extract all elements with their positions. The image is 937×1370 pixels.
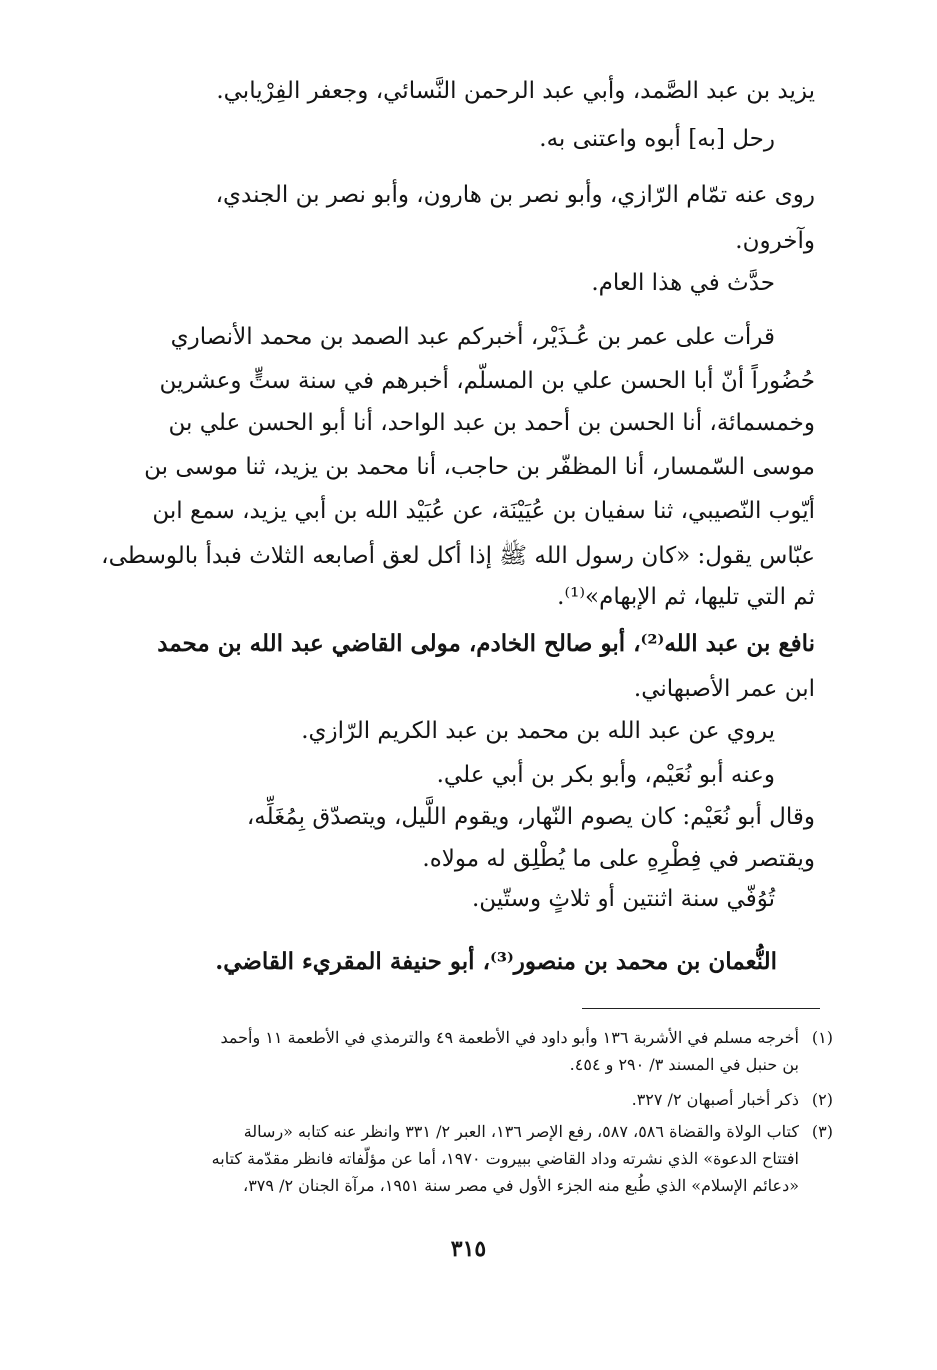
text-line: ويقتصر في فِطْرِهِ على ما يُطْلِق له مولاه. bbox=[422, 846, 815, 872]
text-line: وآخرون. bbox=[735, 228, 815, 254]
text-line: يروي عن عبد الله بن محمد بن عبد الكريم الرّازي. bbox=[301, 718, 775, 744]
footnote-text: أخرجه مسلم في الأشربة ١٣٦ وأبو داود في الأطعمة ٤٩ والترمذي في الأطعمة ١١ وأحمد bbox=[220, 1028, 799, 1047]
entry-heading: نافع بن عبد الله⁽²⁾، أبو صالح الخادم، مولى القاضي عبد الله بن محمد bbox=[157, 630, 815, 657]
text-line: يزيد بن عبد الصَّمد، وأبي عبد الرحمن النَّسائي، وجعفر الفِرْيابي. bbox=[216, 78, 815, 104]
text-line: أيّوب النّصيبي، ثنا سفيان بن عُيَيْنَة، عن عُبَيْد الله بن أبي يزيد، سمع ابن bbox=[152, 498, 815, 524]
text-line: وعنه أبو نُعَيْم، وأبو بكر بن أبي علي. bbox=[436, 762, 775, 788]
text-line: ابن عمر الأصبهاني. bbox=[633, 676, 815, 702]
text-line: ثم التي تليها، ثم الإبهام»⁽¹⁾. bbox=[557, 584, 815, 610]
text-line: وخمسمائة، أنا الحسن بن أحمد بن عبد الواحد، أنا أبو الحسن علي بن bbox=[168, 410, 815, 436]
footnote-separator bbox=[582, 1008, 820, 1009]
footnote-text: ذكر أخبار أصبهان ٢/ ٣٢٧. bbox=[631, 1090, 799, 1109]
footnote-text: كتاب الولاة والقضاة ٥٨٦، ٥٨٧، رفع الإصر ١٣٦، العبر ٢/ ٣٣١ وانظر عنه كتابه «رسالة bbox=[243, 1122, 799, 1141]
text-line: رحل [به] أبوه واعتنى به. bbox=[539, 126, 775, 152]
text-line: حدَّث في هذا العام. bbox=[591, 270, 775, 296]
footnote-line: افتتاح الدعوة» الذي نشرته وداد القاضي ببيروت ١٩٧٠، أما عن مؤلّفاته فانظر مقدّمة كتابه bbox=[211, 1149, 799, 1168]
text-line: عبّاس يقول: «كان رسول الله ﷺ إذا أكل لعق أصابعه الثلاث فبدأ بالوسطى، bbox=[101, 543, 815, 569]
footnote-line bbox=[632, 1090, 833, 1109]
text-line: قرأت على عمر بن عُـذَيْر، أخبركم عبد الصمد بن محمد الأنصاري bbox=[170, 324, 775, 350]
footnote-number: (٢) bbox=[811, 1090, 833, 1109]
footnote-line: «دعائم الإسلام» الذي طُبع منه الجزء الأول في مصر سنة ١٩٥١، مرآة الجنان ٢/ ٣٧٩، bbox=[243, 1176, 799, 1195]
text-line: وقال أبو نُعَيْم: كان يصوم النّهار، ويقوم اللَّيل، ويتصدّق بِمُغَلِّه، bbox=[246, 804, 815, 830]
footnote-line bbox=[244, 1122, 833, 1141]
text-line: حُضُوراً أنّ أبا الحسن علي بن المسلّم، أخبرهم في سنة ستٍّ وعشرين bbox=[159, 368, 815, 394]
page-number: ٣١٥ bbox=[450, 1236, 487, 1262]
text-line: تُوُفّي سنة اثنتين أو ثلاثٍ وستّين. bbox=[471, 886, 775, 912]
footnote-line: بن حنبل في المسند ٣/ ٢٩٠ و ٤٥٤. bbox=[569, 1055, 799, 1074]
footnote-number: (٣) bbox=[811, 1122, 833, 1141]
entry-heading: النُّعمان بن محمد بن منصور⁽³⁾، أبو حنيفة المقريء القاضي. bbox=[215, 948, 777, 975]
footnote-number: (١) bbox=[811, 1028, 833, 1047]
footnote-line bbox=[221, 1028, 834, 1047]
text-line: موسى السّمسار، أنا المظفّر بن حاجب، أنا محمد بن يزيد، ثنا موسى بن bbox=[144, 454, 815, 480]
text-line: روى عنه تمّام الرّازي، وأبو نصر بن هارون، وأبو نصر بن الجندي، bbox=[215, 182, 815, 208]
